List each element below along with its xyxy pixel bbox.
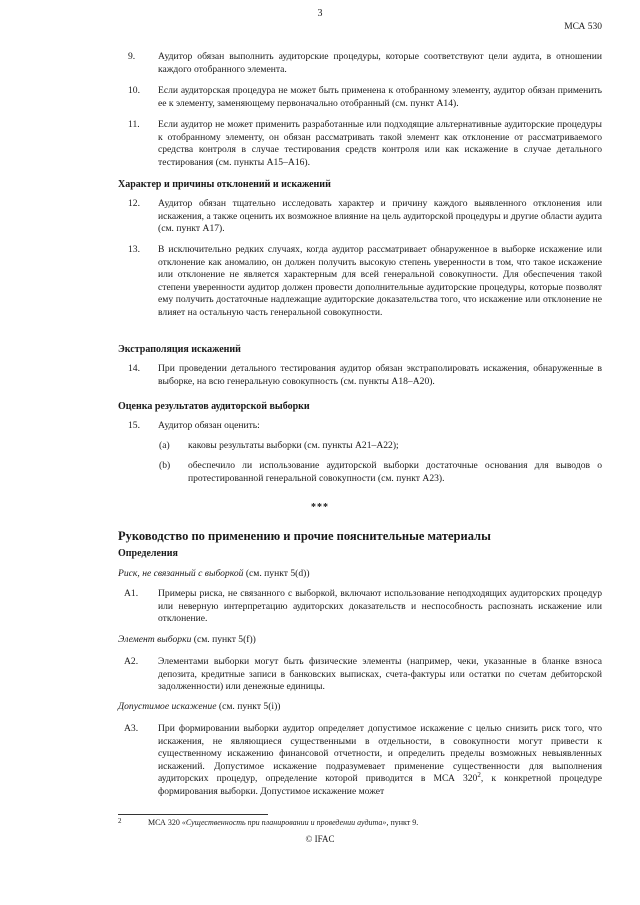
subitem-a: каковы результаты выборки (см. пункты A21–A22); [188, 440, 399, 451]
term-text: Элемент выборки [118, 634, 192, 645]
term-reference: (см. пункт 5(i)) [216, 701, 281, 712]
paragraph-15: Аудитор обязан оценить: [158, 420, 260, 431]
subitem-label: (a) [159, 440, 170, 451]
footnote-prefix: МСА 320 [148, 818, 182, 827]
guidance-title: Руководство по применению и прочие пояснительные материалы [118, 529, 491, 543]
paragraph-number: A1. [124, 588, 139, 599]
paragraph-11: Если аудитор не может применить разработанные или подходящие альтернативные аудиторские процедуры к отобранному элементу, он обязан рассматривать такой элемент как отклонение от рассматриваемого средства контроля в случае тестирования средств контроля или как искажение в случае детального тестирования (см. пункты A15–A16). [158, 119, 602, 168]
paragraph-13: В исключительно редких случаях, когда аудитор рассматривает обнаруженное в выборке искажение или отклонение как аномалию, он должен получить высокую степень уверенности в том, что такое искажение или отклонение не является характерным для всей генеральной совокупности. Для обеспечения такой степени уверенности аудитор должен провести дополнительные аудиторские процедуры, которые позволят ему получить достаточные надлежащие аудиторские доказательства того, что искажение или отклонение не влияет на остальную часть генеральной совокупности. [158, 244, 602, 318]
term-reference: (см. пункт 5(d)) [243, 568, 310, 579]
definition-term-2 [118, 634, 256, 645]
section-heading-extrapolation: Экстраполяция искажений [118, 344, 241, 355]
paragraph-12: Аудитор обязан тщательно исследовать характер и причину каждого выявленного отклонения или искажения, а также оценить их возможное влияние на цель аудиторской процедуры и другие области аудита (см. пункт A17). [158, 198, 602, 235]
footnote-text [148, 818, 418, 827]
paragraph-number: 9. [128, 51, 136, 62]
paragraph-number: 14. [128, 363, 140, 374]
paragraph-number: 13. [128, 244, 140, 255]
section-heading-character: Характер и причины отклонений и искажений [118, 179, 331, 190]
section-heading-evaluation: Оценка результатов аудиторской выборки [118, 401, 310, 412]
footnote-title: «Существенность при планировании и проведении аудита» [181, 818, 387, 827]
definition-term-1 [118, 568, 310, 579]
paragraph-10: Если аудиторская процедура не может быть применена к отобранному элементу, аудитор обязан применить ее к элементу, заменяющему первоначально отобранный (см. пункт A14). [158, 85, 602, 109]
subitem-label: (b) [159, 460, 171, 471]
term-text: Риск, не связанный с выборкой [118, 568, 244, 579]
footnote-reference: 2 [477, 771, 481, 780]
paragraph-number: A2. [124, 656, 139, 667]
a3-text-end: , к конкретной процедуре формирования выборки. Допустимое искажение может [158, 773, 603, 797]
definition-term-3 [118, 701, 280, 712]
subitem-b: обеспечило ли использование аудиторской выборки достаточные основания для выводов о протестированной генеральной совокупности (см. пункт A23). [188, 460, 602, 484]
paragraph-9: Аудитор обязан выполнить аудиторские процедуры, которые соответствуют цели аудита, в отношении каждого отобранного элемента. [158, 51, 602, 75]
copyright-footer: © IFAC [305, 834, 335, 844]
section-separator: *** [311, 502, 329, 513]
term-text: Допустимое искажение [118, 701, 217, 712]
paragraph-number: 11. [128, 119, 140, 130]
a3-text-start: При формировании выборки аудитор определяет допустимое искажение с целью снизить риск того, что искажения, не являющиеся существенными в отдельности, в совокупности могут привести к существенному искажению финансовой отчетности, и определить пределы возможных невыявленных искажений. Допустимое искажение подразумевает применение существенности для выполнения аудиторских процедур, определение которой приводится в МСА 320 [158, 723, 602, 785]
term-reference: (см. пункт 5(f)) [191, 634, 256, 645]
paragraph-number: 10. [128, 85, 140, 96]
paragraph-number: 15. [128, 420, 140, 431]
paragraph-a1: Примеры риска, не связанного с выборкой, включают использование неподходящих аудиторских процедур или неверную интерпретацию аудиторских доказательств и неспособность распознать искажение или отклонение. [158, 588, 602, 625]
definitions-heading: Определения [118, 548, 178, 559]
paragraph-a3 [158, 723, 602, 799]
footnote-mark: 2 [118, 817, 122, 825]
document-code: МСА 530 [564, 22, 602, 32]
paragraph-number: 12. [128, 198, 140, 209]
paragraph-a2: Элементами выборки могут быть физические элементы (например, чеки, указанные в бланке взноса депозита, кредитные записи в банковских выписках, счета-фактуры или остатки по счетам дебиторской задолженности) или денежные единицы. [158, 656, 602, 693]
footnote-suffix: , пункт 9. [386, 818, 419, 827]
page-number: 3 [317, 8, 323, 19]
paragraph-14: При проведении детального тестирования аудитор обязан экстраполировать искажения, обнаруженные в выборке, на всю генеральную совокупность (см. пункты A18–A20). [158, 363, 602, 387]
paragraph-number: A3. [124, 723, 139, 734]
footnote-divider [118, 814, 268, 815]
